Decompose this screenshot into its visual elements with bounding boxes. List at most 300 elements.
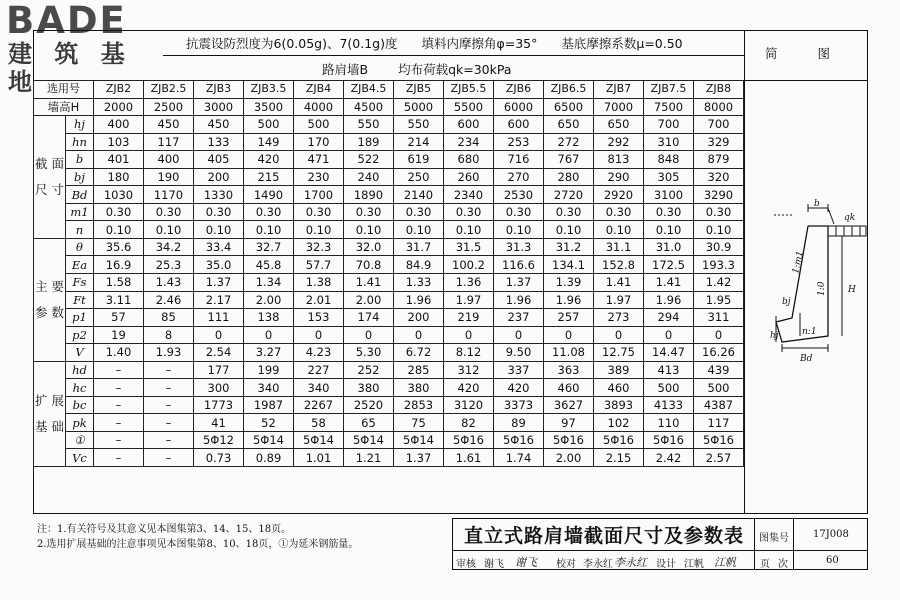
value-cell: 190 bbox=[144, 168, 194, 186]
value-cell: 19 bbox=[94, 326, 144, 344]
value-cell: 100.2 bbox=[444, 256, 494, 274]
tb-hrule bbox=[452, 550, 868, 551]
value-cell: 1.96 bbox=[544, 291, 594, 309]
group-label: 截 面 尺 寸 bbox=[34, 116, 66, 239]
value-cell: 0.10 bbox=[194, 221, 244, 239]
value-cell: 0 bbox=[294, 326, 344, 344]
value-cell: 450 bbox=[194, 116, 244, 134]
value-cell: 337 bbox=[494, 361, 544, 379]
value-cell: 32.7 bbox=[244, 238, 294, 256]
value-cell: 305 bbox=[644, 168, 694, 186]
value-cell: 550 bbox=[344, 116, 394, 134]
table-row bbox=[34, 344, 744, 362]
height-cell: 4500 bbox=[344, 98, 394, 116]
value-cell: 2.46 bbox=[144, 291, 194, 309]
value-cell: 0 bbox=[594, 326, 644, 344]
value-cell: 1.97 bbox=[594, 291, 644, 309]
value-cell: 85 bbox=[144, 309, 194, 327]
value-cell: 253 bbox=[494, 133, 544, 151]
value-cell: 0.10 bbox=[344, 221, 394, 239]
value-cell: 270 bbox=[494, 168, 544, 186]
value-cell: 0.30 bbox=[394, 203, 444, 221]
value-cell: 272 bbox=[544, 133, 594, 151]
model-row-label: 选用号 bbox=[34, 81, 94, 99]
model-cell: ZJB5.5 bbox=[444, 81, 494, 99]
value-cell: – bbox=[144, 449, 194, 467]
value-cell: 4387 bbox=[694, 396, 744, 414]
value-cell: 3290 bbox=[694, 186, 744, 204]
value-cell: 41 bbox=[194, 414, 244, 432]
height-cell: 7500 bbox=[644, 98, 694, 116]
symbol-cell: Vc bbox=[66, 449, 94, 467]
symbol-cell: V bbox=[66, 344, 94, 362]
value-cell: 1490 bbox=[244, 186, 294, 204]
model-row bbox=[34, 81, 744, 99]
value-cell: 0.30 bbox=[244, 203, 294, 221]
value-cell: 2.00 bbox=[244, 291, 294, 309]
value-cell: 5Φ16 bbox=[494, 431, 544, 449]
value-cell: 2140 bbox=[394, 186, 444, 204]
value-cell: 8.12 bbox=[444, 344, 494, 362]
diagram-label-bd: Bd bbox=[800, 354, 813, 364]
model-cell: ZJB3.5 bbox=[244, 81, 294, 99]
table-row bbox=[34, 291, 744, 309]
value-cell: 500 bbox=[694, 379, 744, 397]
value-cell: 200 bbox=[194, 168, 244, 186]
value-cell: 420 bbox=[444, 379, 494, 397]
value-cell: 9.50 bbox=[494, 344, 544, 362]
symbol-cell: hd bbox=[66, 361, 94, 379]
value-cell: 380 bbox=[344, 379, 394, 397]
value-cell: 103 bbox=[94, 133, 144, 151]
value-cell: 3373 bbox=[494, 396, 544, 414]
value-cell: 133 bbox=[194, 133, 244, 151]
value-cell: 0.10 bbox=[694, 221, 744, 239]
table-row bbox=[34, 256, 744, 274]
tb-vrule-2 bbox=[793, 518, 794, 570]
height-cell: 5000 bbox=[394, 98, 444, 116]
value-cell: 550 bbox=[394, 116, 444, 134]
value-cell: 389 bbox=[594, 361, 644, 379]
value-cell: 31.1 bbox=[594, 238, 644, 256]
value-cell: 0.10 bbox=[244, 221, 294, 239]
value-cell: 5Φ14 bbox=[394, 431, 444, 449]
value-cell: 879 bbox=[694, 151, 744, 169]
value-cell: 1.96 bbox=[644, 291, 694, 309]
value-cell: 1030 bbox=[94, 186, 144, 204]
value-cell: 234 bbox=[444, 133, 494, 151]
value-cell: 2853 bbox=[394, 396, 444, 414]
value-cell: 0 bbox=[394, 326, 444, 344]
seismic-note: 抗震设防烈度为6(0.05g)、7(0.1g)度 bbox=[186, 36, 398, 51]
value-cell: 45.8 bbox=[244, 256, 294, 274]
symbol-cell: hj bbox=[66, 116, 94, 134]
value-cell: 3.27 bbox=[244, 344, 294, 362]
value-cell: 310 bbox=[644, 133, 694, 151]
atlas-label: 图集号 bbox=[759, 533, 789, 544]
value-cell: – bbox=[94, 431, 144, 449]
symbol-cell: Ft bbox=[66, 291, 94, 309]
value-cell: 134.1 bbox=[544, 256, 594, 274]
value-cell: 2720 bbox=[544, 186, 594, 204]
value-cell: 2520 bbox=[344, 396, 394, 414]
height-cell: 8000 bbox=[694, 98, 744, 116]
table-row bbox=[34, 116, 744, 134]
symbol-cell: b bbox=[66, 151, 94, 169]
value-cell: 30.9 bbox=[694, 238, 744, 256]
diagram-label-b: b bbox=[814, 199, 820, 209]
value-cell: 522 bbox=[344, 151, 394, 169]
symbol-cell: hc bbox=[66, 379, 94, 397]
value-cell: 0 bbox=[544, 326, 594, 344]
table-row bbox=[34, 414, 744, 432]
value-cell: 0.10 bbox=[144, 221, 194, 239]
symbol-cell: p2 bbox=[66, 326, 94, 344]
value-cell: 460 bbox=[594, 379, 644, 397]
value-cell: 420 bbox=[494, 379, 544, 397]
value-cell: 1.95 bbox=[694, 291, 744, 309]
value-cell: 0.30 bbox=[144, 203, 194, 221]
value-cell: – bbox=[94, 414, 144, 432]
value-cell: 14.47 bbox=[644, 344, 694, 362]
table-row bbox=[34, 133, 744, 151]
value-cell: 3627 bbox=[544, 396, 594, 414]
value-cell: 0.10 bbox=[394, 221, 444, 239]
model-cell: ZJB7 bbox=[594, 81, 644, 99]
symbol-cell: bc bbox=[66, 396, 94, 414]
value-cell: 32.3 bbox=[294, 238, 344, 256]
value-cell: 33.4 bbox=[194, 238, 244, 256]
value-cell: – bbox=[94, 379, 144, 397]
value-cell: – bbox=[144, 431, 194, 449]
value-cell: 1.39 bbox=[544, 274, 594, 292]
value-cell: 1.43 bbox=[144, 274, 194, 292]
diagram-label-m1: 1:m1 bbox=[791, 250, 806, 275]
height-cell: 3000 bbox=[194, 98, 244, 116]
value-cell: 767 bbox=[544, 151, 594, 169]
value-cell: 0.30 bbox=[544, 203, 594, 221]
height-cell: 5500 bbox=[444, 98, 494, 116]
value-cell: 260 bbox=[444, 168, 494, 186]
value-cell: 5Φ16 bbox=[444, 431, 494, 449]
height-cell: 2500 bbox=[144, 98, 194, 116]
value-cell: 848 bbox=[644, 151, 694, 169]
value-cell: 413 bbox=[644, 361, 694, 379]
load-note: 均布荷载qk=30kPa bbox=[398, 62, 512, 77]
value-cell: 1987 bbox=[244, 396, 294, 414]
value-cell: 312 bbox=[444, 361, 494, 379]
value-cell: 650 bbox=[594, 116, 644, 134]
value-cell: 600 bbox=[494, 116, 544, 134]
value-cell: 2.00 bbox=[544, 449, 594, 467]
value-cell: 4133 bbox=[644, 396, 694, 414]
value-cell: 1890 bbox=[344, 186, 394, 204]
table-row bbox=[34, 186, 744, 204]
symbol-cell: Ea bbox=[66, 256, 94, 274]
page-number: 60 bbox=[826, 555, 839, 566]
value-cell: 89 bbox=[494, 414, 544, 432]
value-cell: 280 bbox=[544, 168, 594, 186]
value-cell: 311 bbox=[694, 309, 744, 327]
value-cell: 117 bbox=[694, 414, 744, 432]
table-row bbox=[34, 361, 744, 379]
value-cell: 180 bbox=[94, 168, 144, 186]
value-cell: 5Φ16 bbox=[544, 431, 594, 449]
value-cell: 500 bbox=[244, 116, 294, 134]
parameter-table bbox=[33, 80, 744, 467]
value-cell: – bbox=[144, 361, 194, 379]
diagram-label-bj: bj bbox=[782, 297, 791, 307]
value-cell: 500 bbox=[644, 379, 694, 397]
value-cell: 0.10 bbox=[494, 221, 544, 239]
value-cell: 257 bbox=[544, 309, 594, 327]
value-cell: – bbox=[94, 396, 144, 414]
value-cell: 500 bbox=[294, 116, 344, 134]
value-cell: 3120 bbox=[444, 396, 494, 414]
symbol-cell: bj bbox=[66, 168, 94, 186]
height-cell: 4000 bbox=[294, 98, 344, 116]
value-cell: 0 bbox=[194, 326, 244, 344]
value-cell: 3893 bbox=[594, 396, 644, 414]
value-cell: 5Φ14 bbox=[294, 431, 344, 449]
table-row bbox=[34, 396, 744, 414]
value-cell: 219 bbox=[444, 309, 494, 327]
model-cell: ZJB7.5 bbox=[644, 81, 694, 99]
value-cell: 2530 bbox=[494, 186, 544, 204]
value-cell: 2340 bbox=[444, 186, 494, 204]
value-cell: 1.96 bbox=[494, 291, 544, 309]
value-cell: 5Φ16 bbox=[644, 431, 694, 449]
value-cell: 35.6 bbox=[94, 238, 144, 256]
value-cell: 2267 bbox=[294, 396, 344, 414]
sketch-divider bbox=[744, 30, 745, 514]
table-row bbox=[34, 238, 744, 256]
value-cell: 1.96 bbox=[394, 291, 444, 309]
review-label: 审核 bbox=[456, 559, 476, 570]
value-cell: 2.17 bbox=[194, 291, 244, 309]
value-cell: 82 bbox=[444, 414, 494, 432]
value-cell: 57 bbox=[94, 309, 144, 327]
value-cell: 230 bbox=[294, 168, 344, 186]
value-cell: 700 bbox=[694, 116, 744, 134]
height-cell: 3500 bbox=[244, 98, 294, 116]
value-cell: 0.10 bbox=[94, 221, 144, 239]
value-cell: 52 bbox=[244, 414, 294, 432]
designer-signature: 江帆 bbox=[714, 556, 736, 569]
value-cell: 111 bbox=[194, 309, 244, 327]
table-row bbox=[34, 203, 744, 221]
model-cell: ZJB2.5 bbox=[144, 81, 194, 99]
logo-text-cn: 建 筑 基 地 bbox=[8, 40, 132, 96]
value-cell: 16.26 bbox=[694, 344, 744, 362]
value-cell: 420 bbox=[244, 151, 294, 169]
checker-name: 李永红 bbox=[583, 559, 613, 570]
table-row bbox=[34, 449, 744, 467]
height-cell: 2000 bbox=[94, 98, 144, 116]
value-cell: 680 bbox=[444, 151, 494, 169]
value-cell: 290 bbox=[594, 168, 644, 186]
value-cell: 193.3 bbox=[694, 256, 744, 274]
logo-text-en: BADE bbox=[6, 0, 127, 42]
value-cell: 116.6 bbox=[494, 256, 544, 274]
value-cell: 177 bbox=[194, 361, 244, 379]
atlas-number: 17J008 bbox=[813, 529, 849, 540]
base-friction-note: 基底摩擦系数μ=0.50 bbox=[561, 36, 683, 51]
model-cell: ZJB3 bbox=[194, 81, 244, 99]
value-cell: 471 bbox=[294, 151, 344, 169]
value-cell: 31.5 bbox=[444, 238, 494, 256]
value-cell: 97 bbox=[544, 414, 594, 432]
value-cell: 5.30 bbox=[344, 344, 394, 362]
value-cell: 5Φ16 bbox=[694, 431, 744, 449]
value-cell: 1.58 bbox=[94, 274, 144, 292]
value-cell: 0.30 bbox=[294, 203, 344, 221]
diagram-label-n: n:1 bbox=[802, 327, 817, 337]
value-cell: 31.7 bbox=[394, 238, 444, 256]
design-label: 设计 bbox=[656, 559, 676, 570]
value-cell: 0.73 bbox=[194, 449, 244, 467]
model-cell: ZJB4 bbox=[294, 81, 344, 99]
diagram-label-qk: qk bbox=[844, 213, 856, 223]
value-cell: 1.01 bbox=[294, 449, 344, 467]
value-cell: 1.33 bbox=[394, 274, 444, 292]
value-cell: 1.37 bbox=[194, 274, 244, 292]
page-label-2: 次 bbox=[778, 559, 788, 570]
value-cell: 3.11 bbox=[94, 291, 144, 309]
symbol-cell: p1 bbox=[66, 309, 94, 327]
value-cell: 84.9 bbox=[394, 256, 444, 274]
value-cell: 174 bbox=[344, 309, 394, 327]
value-cell: 1.74 bbox=[494, 449, 544, 467]
value-cell: 32.0 bbox=[344, 238, 394, 256]
checker-signature: 李永红 bbox=[614, 556, 647, 569]
value-cell: – bbox=[144, 414, 194, 432]
value-cell: 11.08 bbox=[544, 344, 594, 362]
value-cell: 0 bbox=[694, 326, 744, 344]
notes bbox=[37, 522, 358, 552]
model-cell: ZJB4.5 bbox=[344, 81, 394, 99]
value-cell: 1700 bbox=[294, 186, 344, 204]
value-cell: 199 bbox=[244, 361, 294, 379]
value-cell: 401 bbox=[94, 151, 144, 169]
value-cell: 0 bbox=[244, 326, 294, 344]
note-1: 注：1.有关符号及其意义见本图集第3、14、15、18页。 bbox=[37, 524, 292, 535]
value-cell: 2.57 bbox=[694, 449, 744, 467]
value-cell: 340 bbox=[244, 379, 294, 397]
value-cell: 1.36 bbox=[444, 274, 494, 292]
symbol-cell: n bbox=[66, 221, 94, 239]
value-cell: 1.97 bbox=[444, 291, 494, 309]
value-cell: 5Φ16 bbox=[594, 431, 644, 449]
value-cell: 1.41 bbox=[594, 274, 644, 292]
reviewer-name: 谢飞 bbox=[484, 559, 504, 570]
value-cell: 273 bbox=[594, 309, 644, 327]
value-cell: 149 bbox=[244, 133, 294, 151]
value-cell: 340 bbox=[294, 379, 344, 397]
page-label: 页 bbox=[760, 559, 770, 570]
table-row bbox=[34, 274, 744, 292]
value-cell: 439 bbox=[694, 361, 744, 379]
value-cell: 2.00 bbox=[344, 291, 394, 309]
header-rule bbox=[163, 55, 744, 56]
model-cell: ZJB5 bbox=[394, 81, 444, 99]
value-cell: 117 bbox=[144, 133, 194, 151]
value-cell: 2.42 bbox=[644, 449, 694, 467]
value-cell: 152.8 bbox=[594, 256, 644, 274]
value-cell: 0 bbox=[344, 326, 394, 344]
value-cell: 600 bbox=[444, 116, 494, 134]
value-cell: 1.61 bbox=[444, 449, 494, 467]
height-cell: 7000 bbox=[594, 98, 644, 116]
table-row bbox=[34, 168, 744, 186]
value-cell: 102 bbox=[594, 414, 644, 432]
sketch-title-rule bbox=[745, 80, 868, 81]
model-cell: ZJB2 bbox=[94, 81, 144, 99]
value-cell: 4.23 bbox=[294, 344, 344, 362]
value-cell: 240 bbox=[344, 168, 394, 186]
value-cell: 34.2 bbox=[144, 238, 194, 256]
group-label: 主 要 参 数 bbox=[34, 238, 66, 361]
value-cell: 12.75 bbox=[594, 344, 644, 362]
diagram-label-h: H bbox=[848, 285, 856, 295]
value-cell: 214 bbox=[394, 133, 444, 151]
value-cell: 35.0 bbox=[194, 256, 244, 274]
value-cell: 0 bbox=[644, 326, 694, 344]
group-label: 扩 展 基 础 bbox=[34, 361, 66, 466]
value-cell: 700 bbox=[644, 116, 694, 134]
symbol-cell: hn bbox=[66, 133, 94, 151]
value-cell: 172.5 bbox=[644, 256, 694, 274]
value-cell: 0 bbox=[444, 326, 494, 344]
designer-name: 江帆 bbox=[684, 559, 704, 570]
value-cell: 237 bbox=[494, 309, 544, 327]
value-cell: 813 bbox=[594, 151, 644, 169]
value-cell: 75 bbox=[394, 414, 444, 432]
value-cell: 57.7 bbox=[294, 256, 344, 274]
value-cell: 1.21 bbox=[344, 449, 394, 467]
value-cell: 170 bbox=[294, 133, 344, 151]
value-cell: 1.34 bbox=[244, 274, 294, 292]
value-cell: 0.30 bbox=[344, 203, 394, 221]
value-cell: 329 bbox=[694, 133, 744, 151]
value-cell: 2920 bbox=[594, 186, 644, 204]
value-cell: 0.30 bbox=[194, 203, 244, 221]
model-cell: ZJB8 bbox=[694, 81, 744, 99]
value-cell: – bbox=[144, 379, 194, 397]
value-cell: 0.10 bbox=[644, 221, 694, 239]
header-line-2 bbox=[322, 60, 538, 78]
value-cell: 285 bbox=[394, 361, 444, 379]
value-cell: 0.10 bbox=[444, 221, 494, 239]
drawing-title: 直立式路肩墙截面尺寸及参数表 bbox=[463, 525, 744, 547]
model-cell: ZJB6.5 bbox=[544, 81, 594, 99]
value-cell: – bbox=[94, 449, 144, 467]
value-cell: 0 bbox=[494, 326, 544, 344]
value-cell: 460 bbox=[544, 379, 594, 397]
friction-angle-note: 填料内摩擦角φ=35° bbox=[421, 36, 538, 51]
value-cell: 31.0 bbox=[644, 238, 694, 256]
value-cell: 5Φ12 bbox=[194, 431, 244, 449]
value-cell: 1773 bbox=[194, 396, 244, 414]
value-cell: 1.93 bbox=[144, 344, 194, 362]
reviewer-signature: 谢飞 bbox=[515, 556, 537, 569]
value-cell: 0.10 bbox=[294, 221, 344, 239]
symbol-cell: θ bbox=[66, 238, 94, 256]
value-cell: 716 bbox=[494, 151, 544, 169]
value-cell: 138 bbox=[244, 309, 294, 327]
value-cell: – bbox=[94, 361, 144, 379]
symbol-cell: m1 bbox=[66, 203, 94, 221]
